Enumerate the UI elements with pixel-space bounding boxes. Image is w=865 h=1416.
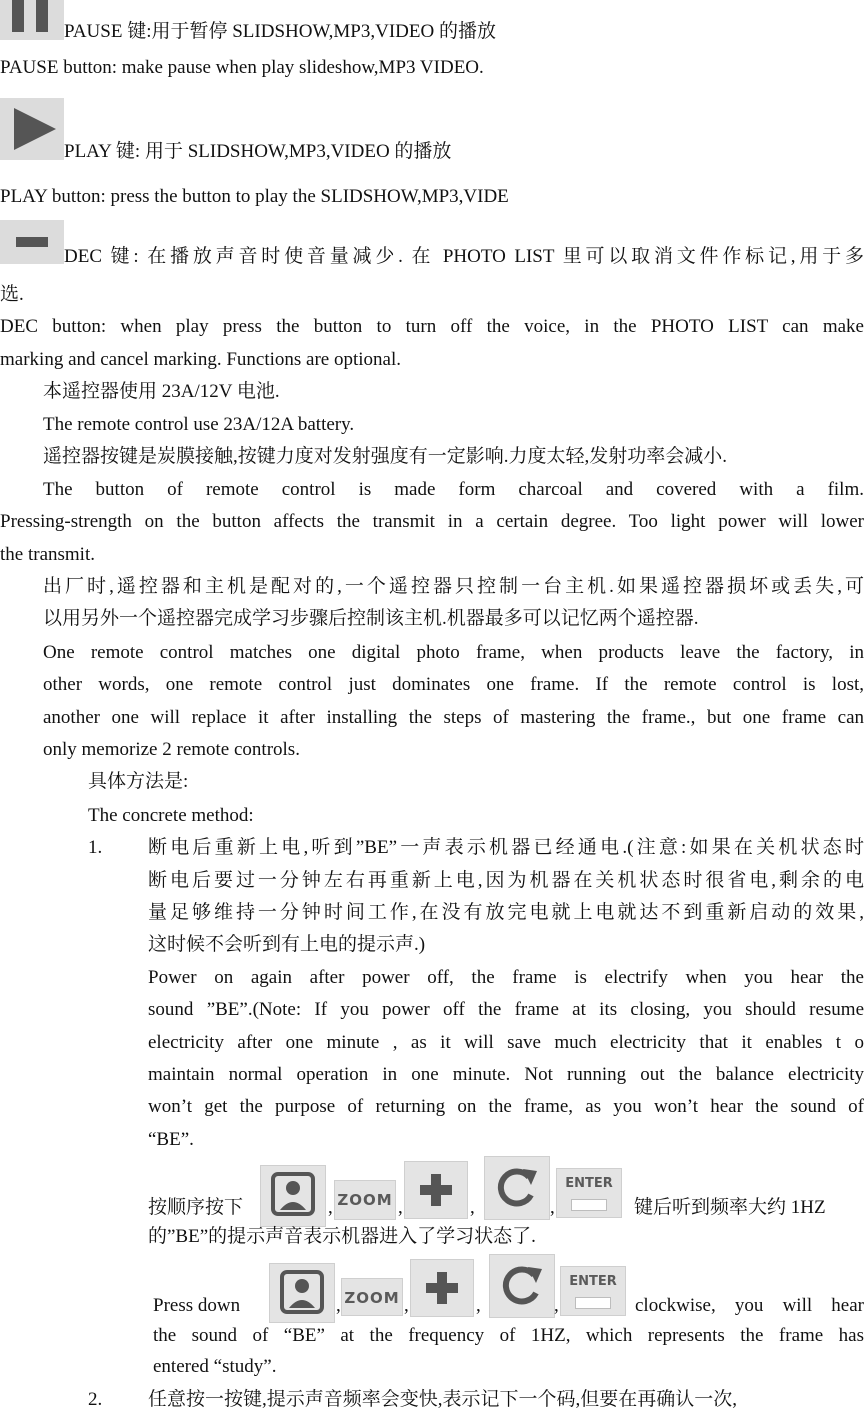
seq-cn-prefix: 按顺序按下: [148, 1197, 244, 1218]
buttons-en-line3: the transmit.: [0, 544, 95, 565]
step1-cn-line3: 量足够维持一分钟时间工作,在没有放完电就上电就达不到重新启动的效果,: [148, 902, 864, 923]
dec-en-line2: marking and cancel marking. Functions are optional.: [0, 349, 401, 370]
buttons-en-line1: The button of remote control is made form charcoal and covered with a film.: [43, 479, 864, 500]
enter-key-label: ENTER: [569, 1274, 617, 1289]
seq-en-sep-1: ,: [336, 1295, 341, 1316]
step2-cn: 任意按一按键,提示声音频率会变快,表示记下一个码,但要在再确认一次,: [148, 1389, 738, 1410]
pause-en: PAUSE button: make pause when play slideshow,MP3 VIDEO.: [0, 57, 484, 78]
step1-en-line1: Power on again after power off, the frame is electrify when you hear the: [148, 967, 864, 988]
step1-number: 1.: [88, 837, 103, 858]
play-icon: [0, 98, 64, 160]
plus-key-icon: [404, 1161, 468, 1219]
seq-cn-suffix: 键后听到频率大约 1HZ: [634, 1197, 826, 1218]
seq-en-suffix: clockwise, you will hear: [635, 1295, 864, 1316]
buttons-cn: 遥控器按键是炭膜接触,按键力度对发射强度有一定影响.力度太轻,发射功率会减小.: [43, 446, 728, 467]
dec-cn-line2: 选.: [0, 284, 24, 305]
seq-cn-line2: 的”BE”的提示声音表示机器进入了学习状态了.: [148, 1226, 536, 1247]
method-cn: 具体方法是:: [88, 771, 189, 792]
zoom-key-icon: [341, 1278, 403, 1316]
photo-key-icon: [260, 1165, 326, 1227]
step1-cn-line2: 断电后要过一分钟左右再重新上电,因为机器在关机状态时很省电,剩余的电: [148, 870, 864, 891]
pause-icon: [0, 0, 64, 40]
battery-en: The remote control use 23A/12A battery.: [43, 414, 355, 435]
seq-en-prefix: Press down: [153, 1295, 241, 1316]
factory-en-line3: another one will replace it after installing the steps of mastering the frame., but one frame can: [43, 707, 864, 728]
step1-en-line5: won’t get the purpose of returning on the frame, as you won’t hear the sound of: [148, 1096, 864, 1117]
seq-en-line3: entered “study”.: [153, 1356, 277, 1377]
zoom-key-icon: [334, 1180, 396, 1220]
seq-cn-sep-2: ,: [398, 1197, 403, 1218]
enter-key-label: ENTER: [565, 1176, 613, 1191]
enter-key-icon: [556, 1168, 622, 1218]
factory-cn-line2: 以用另外一个遥控器完成学习步骤后控制该主机.机器最多可以记忆两个遥控器.: [43, 608, 699, 629]
seq-cn-sep-3: ,: [470, 1197, 475, 1218]
buttons-en-line2: Pressing-strength on the button affects the transmit in a certain degree. Too light power will lower: [0, 511, 864, 532]
rotate-key-icon: [484, 1156, 550, 1220]
factory-cn-line1: 出厂时,遥控器和主机是配对的,一个遥控器只控制一台主机.如果遥控器损坏或丢失,可: [43, 576, 864, 597]
step1-en-line6: “BE”.: [148, 1129, 194, 1150]
seq-en-sep-3: ,: [476, 1295, 481, 1316]
factory-en-line1: One remote control matches one digital photo frame, when products leave the factory, in: [43, 642, 864, 663]
step1-cn-line1: 断电后重新上电,听到”BE”一声表示机器已经通电.(注意:如果在关机状态时: [148, 837, 864, 858]
seq-en-sep-2: ,: [404, 1295, 409, 1316]
step2-number: 2.: [88, 1389, 103, 1410]
seq-cn-sep-1: ,: [328, 1197, 333, 1218]
play-en: PLAY button: press the button to play the SLIDSHOW,MP3,VIDE: [0, 186, 509, 207]
play-cn: PLAY 键: 用于 SLIDSHOW,MP3,VIDEO 的播放: [64, 141, 452, 162]
rotate-key-icon: [489, 1254, 555, 1318]
dec-icon: [0, 220, 64, 264]
step1-en-line2: sound ”BE”.(Note: If you power off the frame at its closing, you should resume: [148, 999, 864, 1020]
seq-cn-sep-4: ,: [550, 1197, 555, 1218]
dec-en-line1: DEC button: when play press the button to turn off the voice, in the PHOTO LIST can make: [0, 316, 864, 337]
seq-en-line2: the sound of “BE” at the frequency of 1HZ, which represents the frame has: [153, 1325, 864, 1346]
battery-cn: 本遥控器使用 23A/12V 电池.: [43, 381, 280, 402]
method-en: The concrete method:: [88, 805, 254, 826]
photo-key-icon: [269, 1263, 335, 1323]
enter-key-icon: [560, 1266, 626, 1316]
pause-cn: PAUSE 键:用于暂停 SLIDSHOW,MP3,VIDEO 的播放: [64, 21, 496, 42]
plus-key-icon: [410, 1259, 474, 1317]
dec-cn-line1: DEC 键: 在播放声音时使音量减少. 在 PHOTO LIST 里可以取消文件作标记,用于多: [64, 246, 864, 267]
seq-en-sep-4: ,: [554, 1295, 559, 1316]
step1-cn-line4: 这时候不会听到有上电的提示声.): [148, 934, 426, 955]
factory-en-line2: other words, one remote control just dominates one frame. If the remote control is lost,: [43, 674, 864, 695]
factory-en-line4: only memorize 2 remote controls.: [43, 739, 300, 760]
step1-en-line4: maintain normal operation in one minute. Not running out the balance electricity: [148, 1064, 864, 1085]
zoom-key-label: ZOOM: [337, 1191, 393, 1209]
step1-en-line3: electricity after one minute , as it will save much electricity that it enables t o: [148, 1032, 864, 1053]
zoom-key-label: ZOOM: [344, 1289, 400, 1307]
